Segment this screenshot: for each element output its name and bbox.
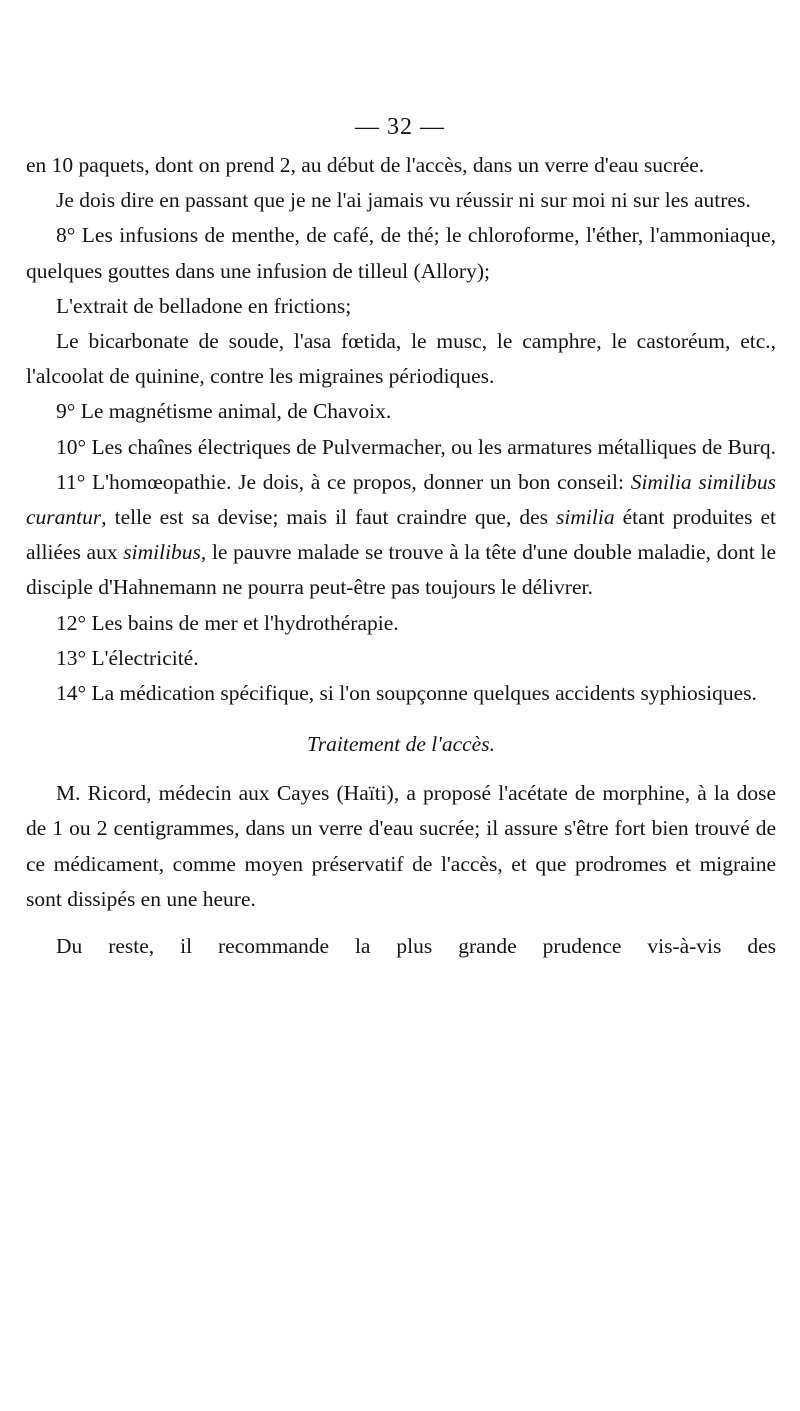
item-10-chains: 10° Les chaînes électriques de Pulvermacher, ou les armatures métalliques de Burq. xyxy=(56,434,776,459)
item-12-baths: 12° Les bains de mer et l'hydrothérapie. xyxy=(56,610,399,635)
paragraph-ricord: M. Ricord, médecin aux Cayes (Haïti), a proposé l'acétate de morphine, à la dose de 1 ou 2 centigrammes, dans un verre d'eau sucrée; il assure s'être fort bien trouvé de ce médicament, comme moyen préservatif de l'accès, et que prodromes et migraine sont dissipés en une heure. xyxy=(26,781,776,911)
item-bicarbonate: Le bicarbonate de soude, l'asa fœtida, le musc, le camphre, le castoréum, etc., l'alcoolat de quinine, contre les migraines périodiques. xyxy=(26,329,776,389)
item-13-electricity: 13° L'électricité. xyxy=(56,645,199,670)
section-heading: Traitement de l'accès. xyxy=(307,732,495,757)
paragraph-du-reste: Du reste, il recommande la plus grande prudence vis-à-vis des xyxy=(56,934,776,959)
term-similibus: similibus xyxy=(123,540,201,565)
item-8-infusions: 8° Les infusions de menthe, de café, de thé; le chloroforme, l'éther, l'ammoniaque, quelques gouttes dans une infusion de tilleul (Allory); xyxy=(26,223,776,283)
item-14-specific: 14° La médication spécifique, si l'on soupçonne quelques accidents syphiosiques. xyxy=(56,681,757,706)
item-11-homeopathy xyxy=(26,465,776,606)
homeopathy-motto: Similia similibus curantur xyxy=(26,469,777,530)
homeopathy-intro: 11° L'homœopathie. Je dois, à ce propos, donner un bon conseil: xyxy=(56,469,624,494)
homeopathy-middle-2: étant produites et alliées aux xyxy=(26,505,776,565)
item-9-magnetism: 9° Le magnétisme animal, de Chavoix. xyxy=(56,399,392,424)
item-belladone: L'extrait de belladone en frictions; xyxy=(56,293,352,318)
page-body xyxy=(26,148,776,964)
homeopathy-end: , le pauvre malade se trouve à la tête d'une double maladie, dont le disciple d'Hahnemann ne pourra peut-être pas toujours le délivrer. xyxy=(26,540,777,600)
page-number: — 32 — xyxy=(355,114,445,140)
homeopathy-middle: , telle est sa devise; mais il faut craindre que, des xyxy=(101,505,549,530)
paragraph-continuation: en 10 paquets, dont on prend 2, au début de l'accès, dans un verre d'eau sucrée. xyxy=(26,153,705,177)
paragraph-remark: Je dois dire en passant que je ne l'ai jamais vu réussir ni sur moi ni sur les autres. xyxy=(56,188,751,213)
term-similia: similia xyxy=(556,505,615,530)
